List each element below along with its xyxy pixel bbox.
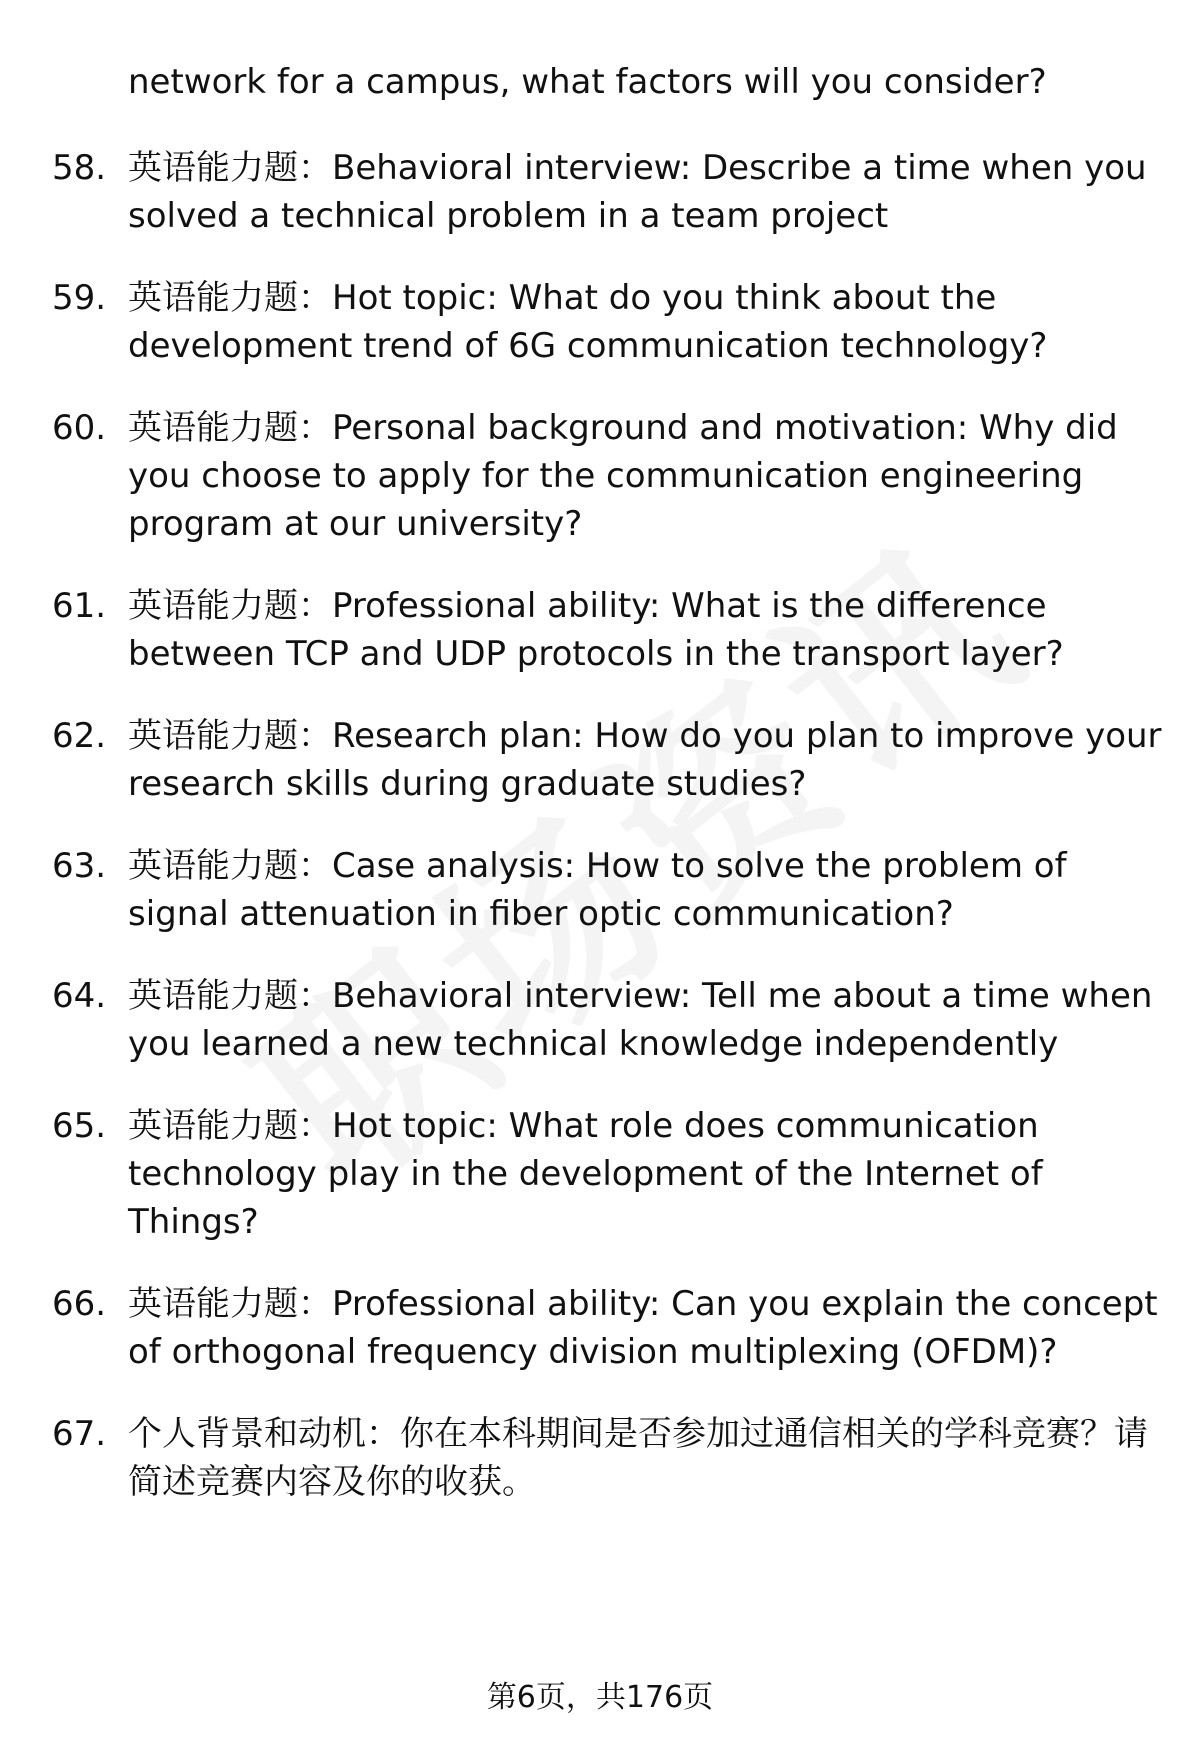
- question-text: 英语能力题：Professional ability: What is the difference between TCP and UDP protocols in the transport layer?: [128, 586, 1064, 674]
- question-number: 64.: [52, 976, 107, 1016]
- question-number: 61.: [52, 586, 107, 626]
- question-number: 62.: [52, 716, 107, 756]
- question-item: [0, 1410, 1200, 1506]
- question-text: 个人背景和动机：你在本科期间是否参加过通信相关的学科竞赛？请简述竞赛内容及你的收获。: [128, 1414, 1148, 1502]
- question-list: [0, 144, 1200, 1540]
- question-number: 59.: [52, 278, 107, 318]
- page-footer: 第6页，共176页: [486, 1680, 714, 1715]
- question-number: 63.: [52, 846, 107, 886]
- question-text: 英语能力题：Behavioral interview: Tell me about a time when you learned a new technical knowledge independently: [128, 976, 1153, 1064]
- question-text: 英语能力题：Hot topic: What role does communication technology play in the development of the Internet of Things?: [128, 1106, 1043, 1242]
- question-number: 65.: [52, 1106, 107, 1146]
- question-item: [0, 1280, 1200, 1376]
- question-number: 58.: [52, 148, 107, 188]
- question-number: 60.: [52, 408, 107, 448]
- question-number: 67.: [52, 1414, 107, 1454]
- question-item: [0, 842, 1200, 938]
- question-text: 英语能力题：Personal background and motivation: Why did you choose to apply for the communication engineering program at our university?: [128, 408, 1118, 544]
- continuation-text: network for a campus, what factors will you consider?: [128, 62, 1047, 102]
- question-text: 英语能力题：Case analysis: How to solve the problem of signal attenuation in fiber optic communication?: [128, 846, 1067, 934]
- question-text: 英语能力题：Hot topic: What do you think about the development trend of 6G communication technology?: [128, 278, 1048, 366]
- question-text: 英语能力题：Professional ability: Can you explain the concept of orthogonal frequency division multiplexing (OFDM)?: [128, 1284, 1158, 1372]
- question-number: 66.: [52, 1284, 107, 1324]
- question-item: [0, 712, 1200, 808]
- question-item: [0, 582, 1200, 678]
- question-item: [0, 274, 1200, 370]
- question-item: [0, 1102, 1200, 1246]
- question-item: [0, 144, 1200, 240]
- question-item: [0, 404, 1200, 548]
- question-item: [0, 972, 1200, 1068]
- question-text: 英语能力题：Research plan: How do you plan to improve your research skills during graduate studies?: [128, 716, 1162, 804]
- question-text: 英语能力题：Behavioral interview: Describe a time when you solved a technical problem in a team project: [128, 148, 1147, 236]
